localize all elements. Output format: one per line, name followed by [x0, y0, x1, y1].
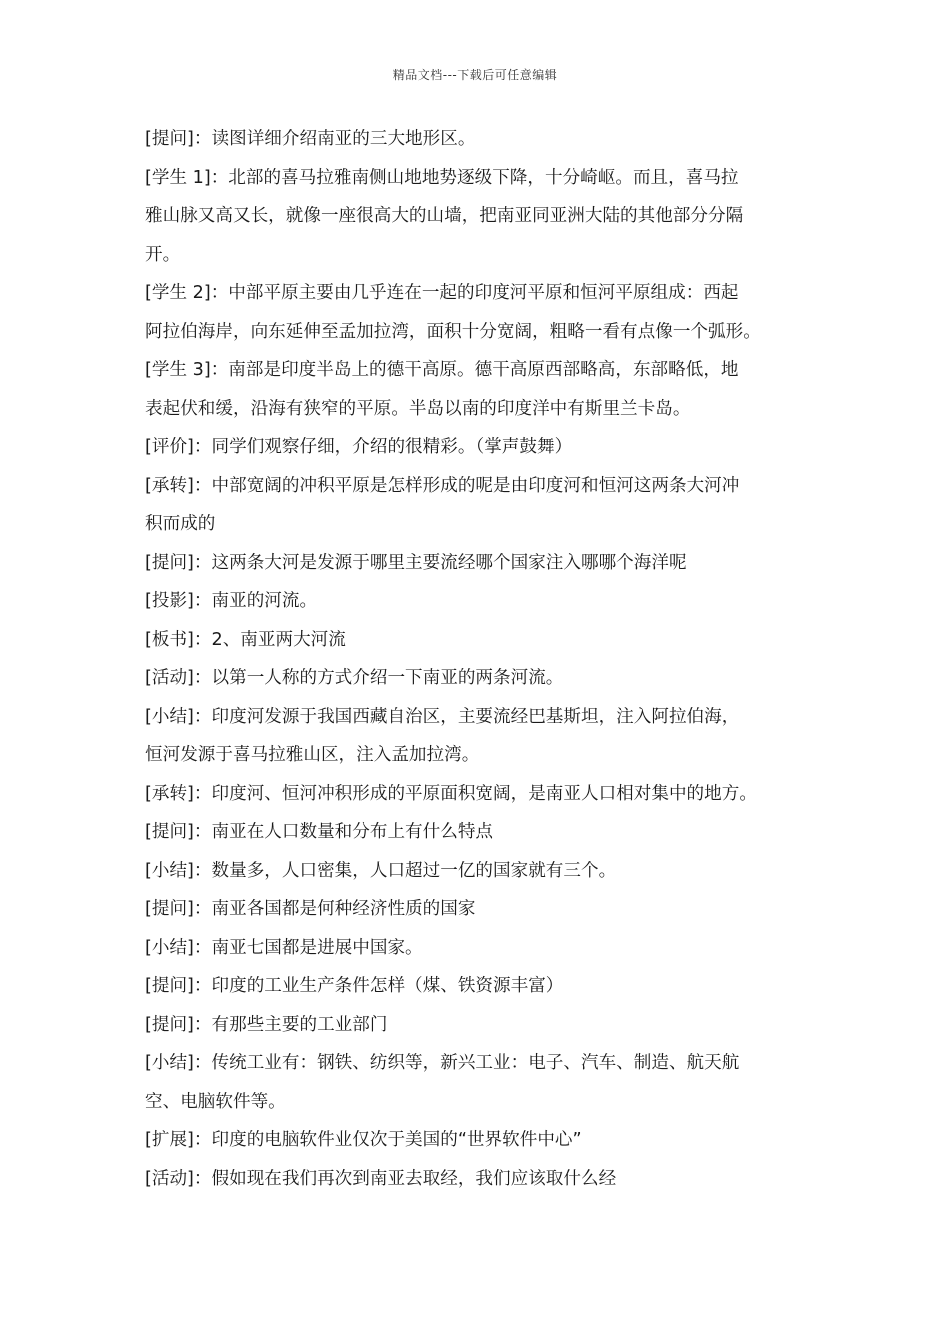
text-line: [提问]：南亚在人口数量和分布上有什么特点 [145, 822, 494, 842]
text-line: 恒河发源于喜马拉雅山区，注入孟加拉湾。 [145, 745, 480, 765]
text-line: [小结]：南亚七国都是进展中国家。 [145, 937, 423, 958]
document-body [145, 120, 810, 1198]
text-line: [小结]：传统工业有：钢铁、纺织等，新兴工业：电子、汽车、制造、航天航 [145, 1053, 740, 1073]
text-line: 空、电脑软件等。 [145, 1091, 286, 1112]
text-line: [学生 1]：北部的喜马拉雅南侧山地地势逐级下降，十分崎岖。而且，喜马拉 [145, 167, 739, 188]
text-line: [承转]：印度河、恒河冲积形成的平原面积宽阔，是南亚人口相对集中的地方。 [145, 783, 757, 804]
text-line: [板书]：2、南亚两大河流 [145, 629, 346, 650]
text-line: [提问]：有那些主要的工业部门 [145, 1014, 388, 1035]
text-line: [投影]：南亚的河流。 [145, 591, 318, 611]
page-header: 精品文档---下载后可任意编辑 [392, 68, 558, 82]
text-line: [承转]：中部宽阔的冲积平原是怎样形成的呢是由印度河和恒河这两条大河冲 [145, 475, 740, 496]
text-line: 开。 [145, 244, 181, 265]
text-line: [小结]：数量多，人口密集，人口超过一亿的国家就有三个。 [145, 860, 617, 881]
text-line: [提问]：读图详细介绍南亚的三大地形区。 [145, 129, 476, 149]
text-line: 表起伏和缓，沿海有狭窄的平原。半岛以南的印度洋中有斯里兰卡岛。 [145, 398, 691, 419]
text-line: 阿拉伯海岸，向东延伸至孟加拉湾，面积十分宽阔，粗略一看有点像一个弧形。 [145, 321, 761, 342]
text-line: [学生 3]：南部是印度半岛上的德干高原。德干高原西部略高，东部略低，地 [145, 360, 739, 380]
text-line: [活动]：假如现在我们再次到南亚去取经，我们应该取什么经 [145, 1168, 617, 1189]
text-line: 积而成的 [145, 514, 216, 534]
text-line: [提问]：南亚各国都是何种经济性质的国家 [145, 899, 476, 919]
text-line: [学生 2]：中部平原主要由几乎连在一起的印度河平原和恒河平原组成：西起 [145, 283, 739, 303]
text-line: [活动]：以第一人称的方式介绍一下南亚的两条河流。 [145, 668, 564, 688]
text-line: [提问]：这两条大河是发源于哪里主要流经哪个国家注入哪哪个海洋呢 [145, 552, 687, 573]
text-line: [扩展]：印度的电脑软件业仅次于美国的“世界软件中心” [145, 1130, 582, 1150]
text-line: [评价]：同学们观察仔细，介绍的很精彩。（掌声鼓舞） [145, 437, 573, 457]
text-line: 雅山脉又高又长，就像一座很高大的山墙，把南亚同亚洲大陆的其他部分分隔 [145, 206, 744, 226]
text-line: [提问]：印度的工业生产条件怎样（煤、铁资源丰富） [145, 976, 564, 996]
text-line: [小结]：印度河发源于我国西藏自治区，主要流经巴基斯坦，注入阿拉伯海， [145, 706, 740, 727]
